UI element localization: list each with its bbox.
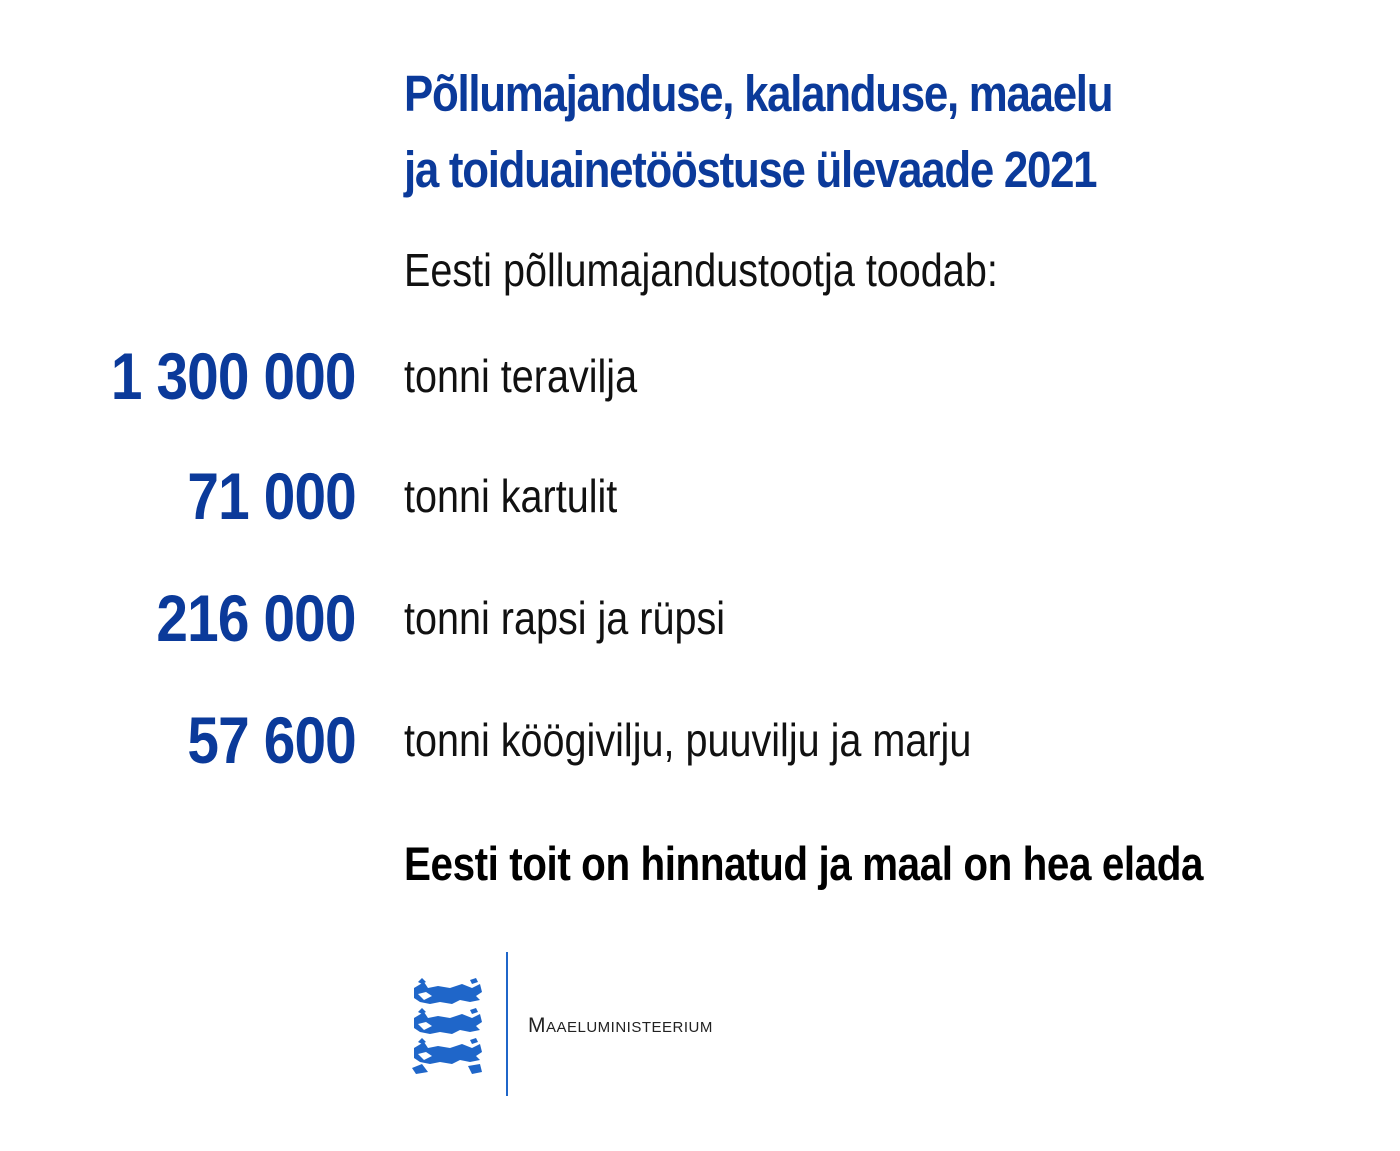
intro-text: Eesti põllumajandustootja toodab: (404, 244, 998, 296)
title-line-1: Põllumajanduse, kalanduse, maaelu (404, 65, 1113, 122)
stat-label: tonni rapsi ja rüpsi (404, 592, 726, 644)
stat-row-cereals (0, 336, 1400, 416)
stat-value: 1 300 000 (111, 339, 356, 413)
stat-value: 57 600 (187, 703, 356, 777)
logo-divider (506, 952, 508, 1096)
page-title (404, 56, 1230, 208)
ministry-name: Maaeluministeerium (528, 1014, 713, 1037)
stat-value: 216 000 (156, 581, 356, 655)
stat-row-potatoes (0, 456, 1400, 536)
three-lions-coat-of-arms-icon (410, 978, 484, 1074)
stat-label: tonni teravilja (404, 350, 638, 402)
stat-label: tonni köögivilju, puuvilju ja marju (404, 714, 972, 766)
stat-row-vegetables (0, 700, 1400, 780)
stat-value: 71 000 (187, 459, 356, 533)
ministry-logo (410, 952, 830, 1098)
title-line-2: ja toiduainetööstuse ülevaade 2021 (404, 141, 1097, 198)
stat-label: tonni kartulit (404, 470, 618, 522)
tagline: Eesti toit on hinnatud ja maal on hea elada (404, 837, 1204, 890)
stat-row-rapeseed (0, 578, 1400, 658)
